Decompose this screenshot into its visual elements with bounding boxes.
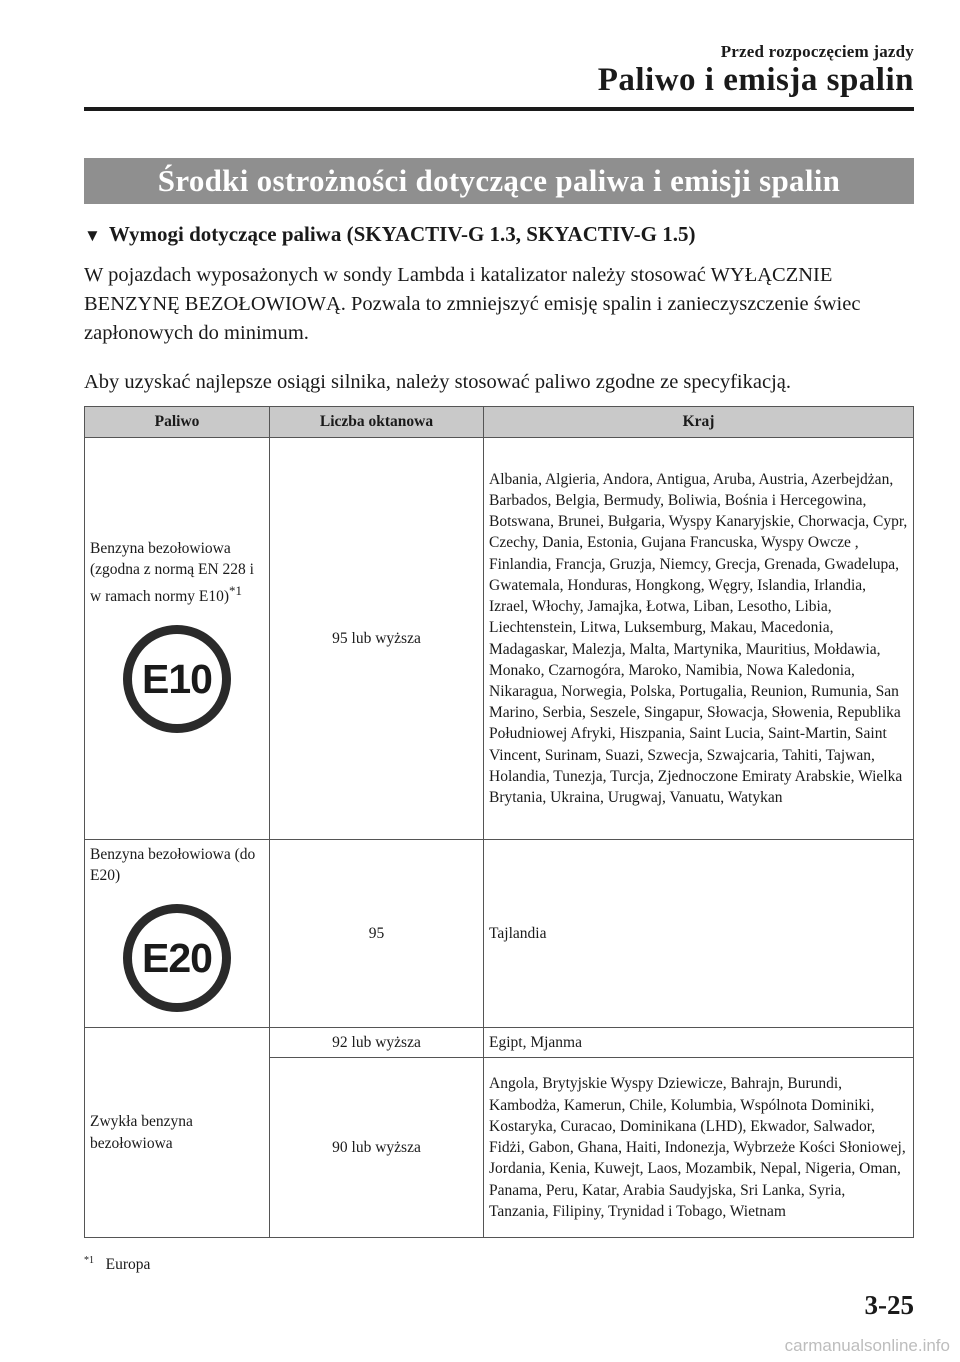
e20-badge-icon: E20	[123, 904, 231, 1012]
footnote-ref: *1	[229, 583, 242, 599]
column-header-country: Kraj	[484, 407, 914, 438]
country-cell: Egipt, Mjanma	[484, 1028, 914, 1058]
header-divider	[84, 107, 914, 111]
octane-cell: 95 lub wyższa	[270, 438, 484, 840]
fuel-table	[84, 406, 914, 1238]
octane-cell: 92 lub wyższa	[270, 1028, 484, 1058]
fuel-cell: Zwykła benzyna bezołowiowa	[85, 1028, 270, 1238]
fuel-type: Benzyna bezołowiowa (do E20)	[90, 846, 256, 885]
table-row	[85, 1028, 914, 1058]
footnote-mark: *1	[84, 1255, 94, 1266]
octane-cell: 90 lub wyższa	[270, 1058, 484, 1238]
watermark: carmanualsonline.info	[784, 1336, 950, 1355]
triangle-marker-icon: ▼	[84, 226, 101, 245]
column-header-fuel: Paliwo	[85, 407, 270, 438]
table-row	[85, 438, 914, 840]
footnote	[84, 1255, 150, 1274]
column-header-octane: Liczba oktanowa	[270, 407, 484, 438]
country-cell: Albania, Algieria, Andora, Antigua, Aruba, Austria, Azerbejdżan, Barbados, Belgia, Bermudy, Boliwia, Bośnia i Hercegowina, Botswana, Brunei, Bułgaria, Wyspy Kanaryjskie, Chorwacja, Cypr, Czechy, Dania, Estonia, Gujana Francuska, Wyspy Owcze , Finlandia, Francja, Gruzja, Niemcy, Grecja, Grenada, Gwadelupa, Gwatemala, Honduras, Hongkong, Węgry, Islandia, Irlandia, Izrael, Włochy, Jamajka, Łotwa, Liban, Lesotho, Libia, Liechtenstein, Litwa, Luksemburg, Makau, Macedonia, Madagaskar, Malezja, Malta, Martynika, Mauritius, Mołdawia, Monako, Czarnogóra, Maroko, Namibia, Nowa Kaledonia, Nikaragua, Norwegia, Polska, Portugalia, Reunion, Rumunia, San Marino, Serbia, Seszele, Singapur, Słowacja, Słowenia, Republika Południowej Afryki, Hiszpania, Saint Lucia, Saint-Martin, Saint Vincent, Surinam, Suazi, Szwecja, Szwajcaria, Tahiti, Tajwan, Holandia, Tunezja, Turcja, Zjednoczone Emiraty Arabskie, Wielka Brytania, Ukraina, Urugwaj, Vanuatu, Watykan	[484, 438, 914, 840]
page-number: 3-25	[864, 1290, 914, 1320]
fuel-cell	[85, 840, 270, 1028]
fuel-type: Benzyna bezołowiowa (zgodna z normą EN 228 i w ramach normy E10)$^{*1}$	[90, 539, 254, 606]
e10-badge-icon: E10	[123, 625, 231, 733]
footnote-text: Europa	[105, 1256, 151, 1274]
spec-paragraph: Aby uzyskać najlepsze osiągi silnika, należy stosować paliwo zgodne ze specyfikacją.	[84, 371, 791, 393]
table-header-row	[85, 407, 914, 438]
page-title: Paliwo i emisja spalin	[597, 62, 914, 98]
octane-cell: 95	[270, 840, 484, 1028]
fuel-cell	[85, 438, 270, 840]
subheading-text: Wymogi dotyczące paliwa (SKYACTIV-G 1.3, SKYACTIV-G 1.5)	[108, 222, 696, 246]
section-banner: Środki ostrożności dotyczące paliwa i emisji spalin	[84, 158, 914, 204]
subheading	[84, 222, 695, 247]
table-row	[85, 840, 914, 1028]
country-cell: Angola, Brytyjskie Wyspy Dziewicze, Bahrajn, Burundi, Kambodża, Kamerun, Chile, Kolumbia, Wspólnota Dominiki, Kostaryka, Curacao, Dominikana (LHD), Ekwador, Salwador, Fidżi, Gabon, Ghana, Haiti, Indonezja, Wybrzeże Kości Słoniowej, Jordania, Kenia, Kuwejt, Laos, Mozambik, Nepal, Nigeria, Oman, Panama, Peru, Katar, Arabia Saudyjska, Sri Lanka, Syria, Tanzania, Filipiny, Trynidad i Tobago, Wietnam	[484, 1058, 914, 1238]
intro-paragraph: W pojazdach wyposażonych w sondy Lambda i katalizator należy stosować WYŁĄCZNIE BENZYNĘ BEZOŁOWIOWĄ. Pozwala to zmniejszyć emisję spalin i zanieczyszczenie świec zapłonowych do minimum.	[84, 264, 861, 344]
country-cell: Tajlandia	[484, 840, 914, 1028]
section-heading: Przed rozpoczęciem jazdy	[720, 42, 914, 61]
